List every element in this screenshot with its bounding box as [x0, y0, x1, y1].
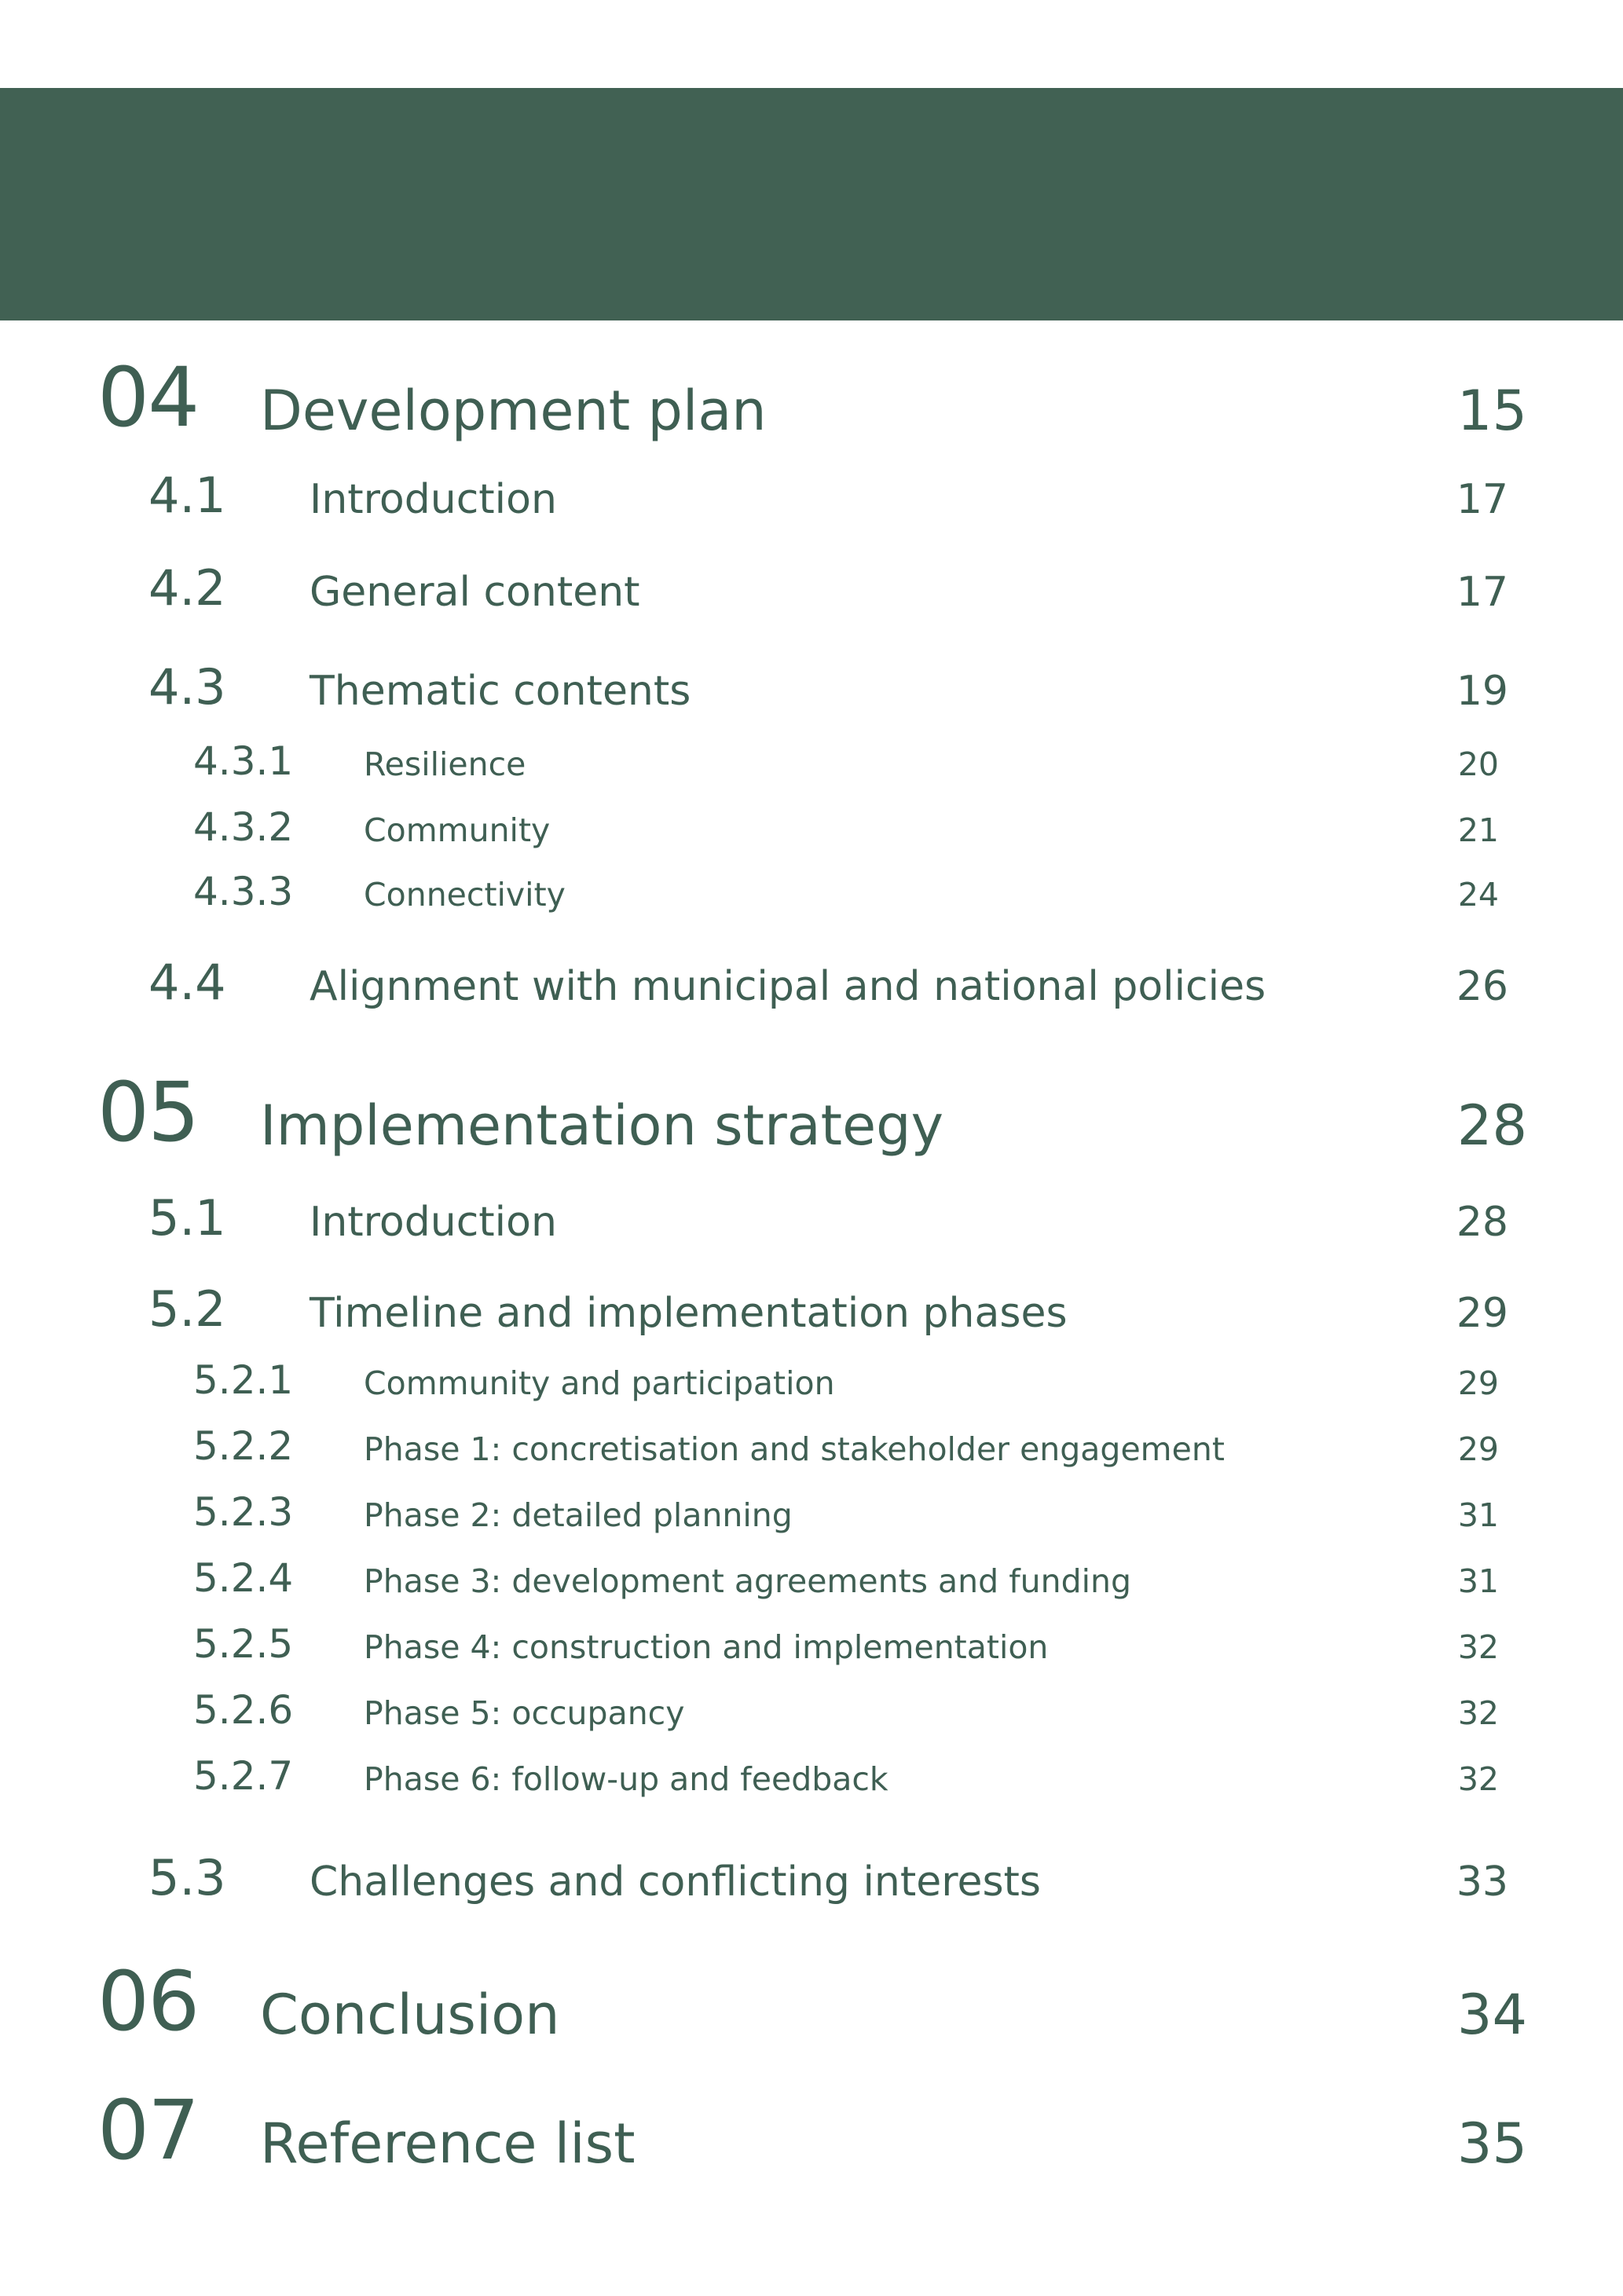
toc-number: 5.2.2 — [193, 1423, 294, 1469]
toc-page-number: 21 — [1457, 811, 1499, 849]
toc-title: Phase 4: construction and implementation — [364, 1628, 1049, 1666]
toc-number: 4.3.2 — [193, 804, 294, 850]
toc-title: Alignment with municipal and national policies — [310, 963, 1266, 1010]
toc-number: 07 — [97, 2082, 199, 2178]
toc-page-number: 17 — [1456, 476, 1508, 523]
toc-title: Thematic contents — [310, 668, 691, 715]
toc-number: 5.2.1 — [193, 1357, 294, 1403]
toc-number: 4.2 — [148, 559, 226, 617]
toc-number: 5.2.5 — [193, 1621, 294, 1667]
toc-title: Challenges and conflicting interests — [310, 1858, 1042, 1906]
toc-title: Reference list — [260, 2111, 636, 2176]
toc-title: Phase 1: concretisation and stakeholder engagement — [364, 1430, 1225, 1468]
toc-title: Connectivity — [364, 876, 566, 914]
toc-page-number: 31 — [1457, 1496, 1499, 1534]
toc-page-number: 20 — [1457, 745, 1499, 783]
toc-title: Development plan — [260, 379, 767, 443]
toc-page-number: 15 — [1456, 379, 1527, 443]
toc-number: 4.3.1 — [193, 738, 294, 784]
toc-page-number: 33 — [1456, 1858, 1508, 1906]
toc-page-number: 26 — [1456, 963, 1508, 1010]
toc-number: 4.4 — [148, 954, 226, 1011]
toc-title: Resilience — [364, 745, 526, 783]
toc-title: Timeline and implementation phases — [310, 1290, 1068, 1337]
toc-title: General content — [310, 569, 640, 616]
toc-title: Phase 5: occupancy — [364, 1694, 685, 1732]
toc-title: Phase 6: follow-up and feedback — [364, 1760, 888, 1798]
toc-number: 5.2.4 — [193, 1555, 294, 1601]
toc-number: 5.1 — [148, 1189, 226, 1247]
toc-number: 4.3.3 — [193, 869, 294, 914]
toc-page-number: 32 — [1457, 1760, 1499, 1798]
toc-title: Phase 2: detailed planning — [364, 1496, 793, 1534]
toc-title: Community and participation — [364, 1364, 835, 1402]
toc-page-number: 35 — [1456, 2111, 1527, 2176]
toc-number: 5.2.3 — [193, 1489, 294, 1535]
toc-page-number: 24 — [1457, 876, 1499, 914]
toc-number: 5.2.7 — [193, 1753, 294, 1799]
toc-title: Implementation strategy — [260, 1093, 944, 1158]
toc-page-number: 29 — [1457, 1364, 1499, 1402]
toc-number: 06 — [97, 1954, 199, 2049]
toc-number: 05 — [97, 1064, 199, 1160]
toc-page-number: 31 — [1457, 1562, 1499, 1600]
toc-page-number: 29 — [1456, 1290, 1508, 1337]
toc-number: 5.2.6 — [193, 1687, 294, 1733]
toc-title: Introduction — [310, 476, 557, 523]
toc-page-number: 29 — [1457, 1430, 1499, 1468]
toc-page-number: 17 — [1456, 569, 1508, 616]
toc-page-number: 34 — [1456, 1983, 1527, 2047]
toc-number: 4.3 — [148, 658, 226, 716]
toc-page-number: 32 — [1457, 1628, 1499, 1666]
toc-page-number: 28 — [1456, 1199, 1508, 1246]
toc-page-number: 19 — [1456, 668, 1508, 715]
toc-title: Conclusion — [260, 1983, 560, 2047]
toc-title: Community — [364, 811, 551, 849]
toc-title: Phase 3: development agreements and funding — [364, 1562, 1132, 1600]
toc-number: 4.1 — [148, 467, 226, 524]
header-banner — [0, 88, 1623, 320]
toc-title: Introduction — [310, 1199, 557, 1246]
toc-number: 04 — [97, 350, 199, 445]
toc-number: 5.2 — [148, 1280, 226, 1338]
toc-page-number: 32 — [1457, 1694, 1499, 1732]
toc-page-number: 28 — [1456, 1093, 1527, 1158]
toc-number: 5.3 — [148, 1849, 226, 1906]
